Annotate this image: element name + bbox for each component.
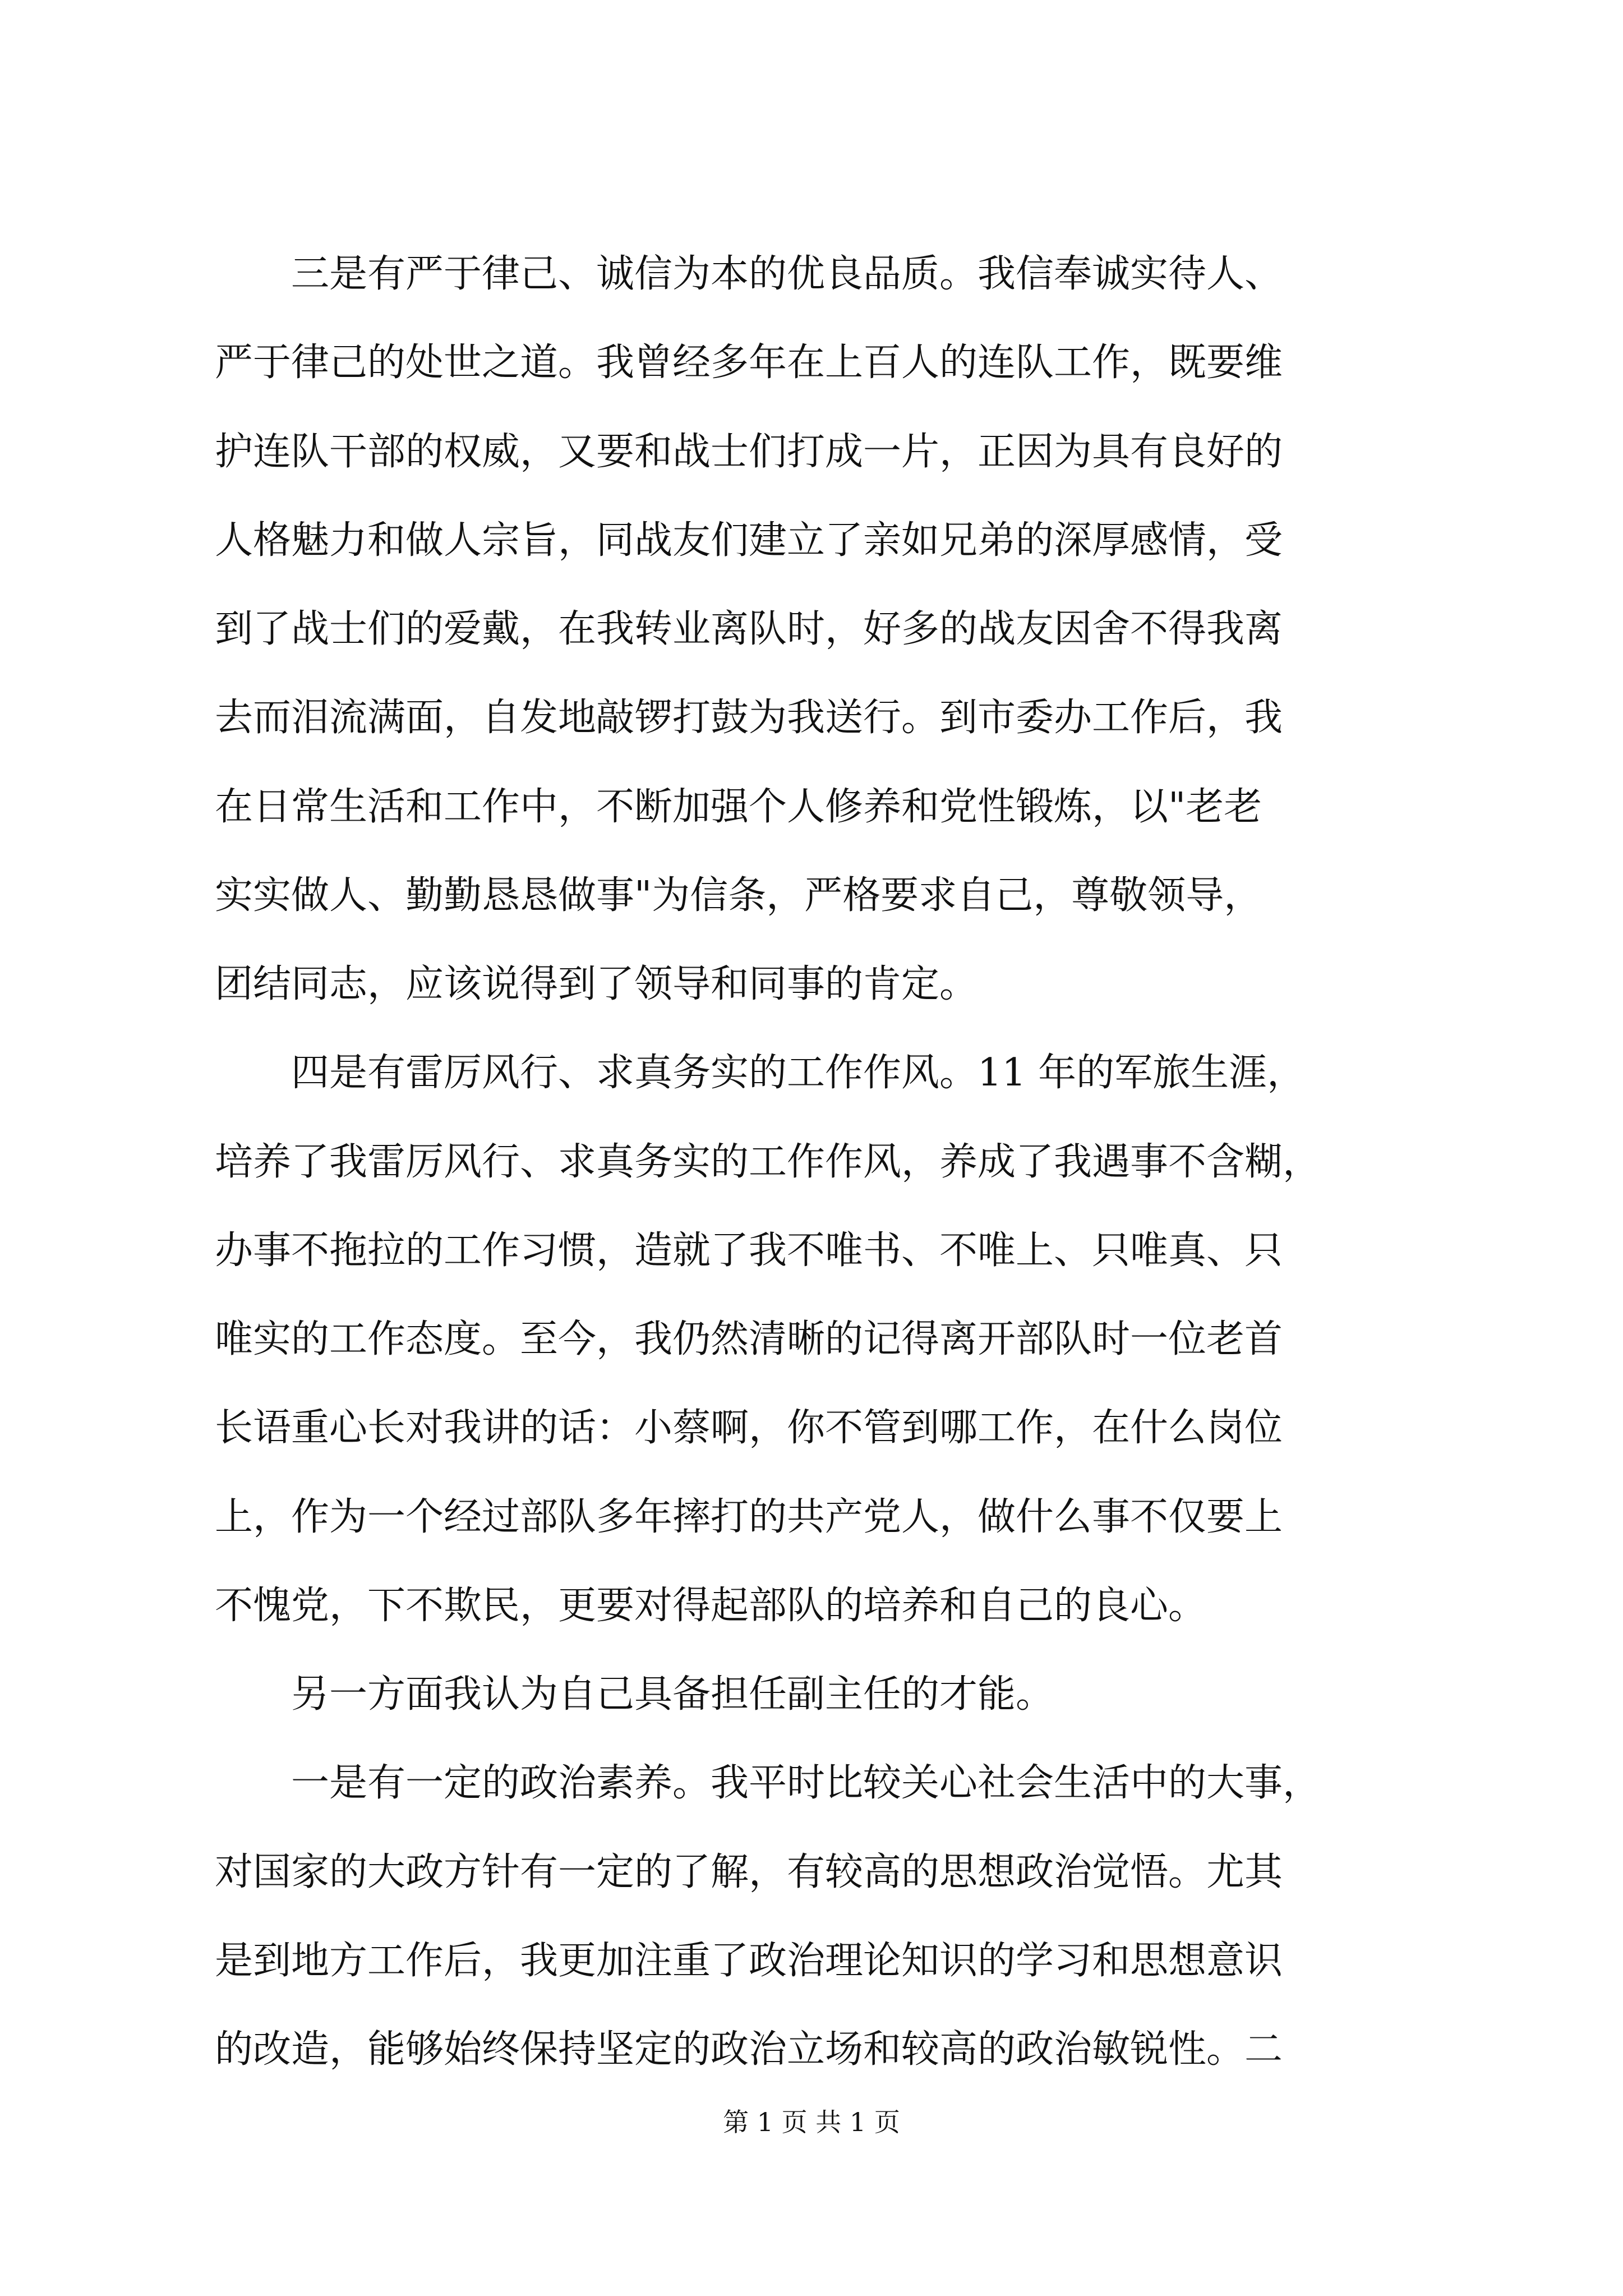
text-line: 实实做人、勤勤恳恳做事"为信条，严格要求自己，尊敬领导，	[215, 873, 1262, 918]
text-line: 的改造，能够始终保持坚定的政治立场和较高的政治敏锐性。二	[215, 2027, 1283, 2072]
text-line: 人格魅力和做人宗旨，同战友们建立了亲如兄弟的深厚感情，受	[215, 518, 1283, 563]
text-line: 是到地方工作后，我更加注重了政治理论知识的学习和思想意识	[215, 1939, 1283, 1983]
text-line: 不愧党，下不欺民，更要对得起部队的培养和自己的良心。	[215, 1584, 1207, 1628]
text-line: 在日常生活和工作中，不断加强个人修养和党性锻炼，以"老老	[215, 785, 1262, 829]
page-number-footer: 第 1 页 共 1 页	[723, 2107, 900, 2137]
text-line: 对国家的大政方针有一定的了解，有较高的思想政治觉悟。尤其	[215, 1850, 1283, 1894]
text-line: 唯实的工作态度。至今，我仍然清晰的记得离开部队时一位老首	[215, 1317, 1283, 1361]
text-line: 护连队干部的权威，又要和战士们打成一片，正因为具有良好的	[215, 430, 1283, 474]
text-line: 三是有严于律己、诚信为本的优良品质。我信奉诚实待人、	[215, 252, 1283, 296]
document-body	[215, 0, 1415, 2296]
text-line: 到了战士们的爱戴，在我转业离队时，好多的战友因舍不得我离	[215, 607, 1283, 651]
text-line: 去而泪流满面，自发地敲锣打鼓为我送行。到市委办工作后，我	[215, 696, 1283, 740]
text-line: 长语重心长对我讲的话：小蔡啊，你不管到哪工作，在什么岗位	[215, 1406, 1283, 1450]
text-line: 团结同志，应该说得到了领导和同事的肯定。	[215, 962, 978, 1006]
text-line: 上，作为一个经过部队多年摔打的共产党人，做什么事不仅要上	[215, 1495, 1283, 1539]
text-line: 四是有雷厉风行、求真务实的工作作风。11 年的军旅生涯，	[215, 1051, 1306, 1095]
text-line: 严于律己的处世之道。我曾经多年在上百人的连队工作，既要维	[215, 341, 1283, 385]
text-line: 一是有一定的政治素养。我平时比较关心社会生活中的大事，	[215, 1761, 1321, 1805]
text-line: 培养了我雷厉风行、求真务实的工作作风，养成了我遇事不含糊，	[215, 1140, 1321, 1184]
text-line: 另一方面我认为自己具备担任副主任的才能。	[215, 1672, 1054, 1717]
text-line: 办事不拖拉的工作习惯，造就了我不唯书、不唯上、只唯真、只	[215, 1228, 1283, 1273]
